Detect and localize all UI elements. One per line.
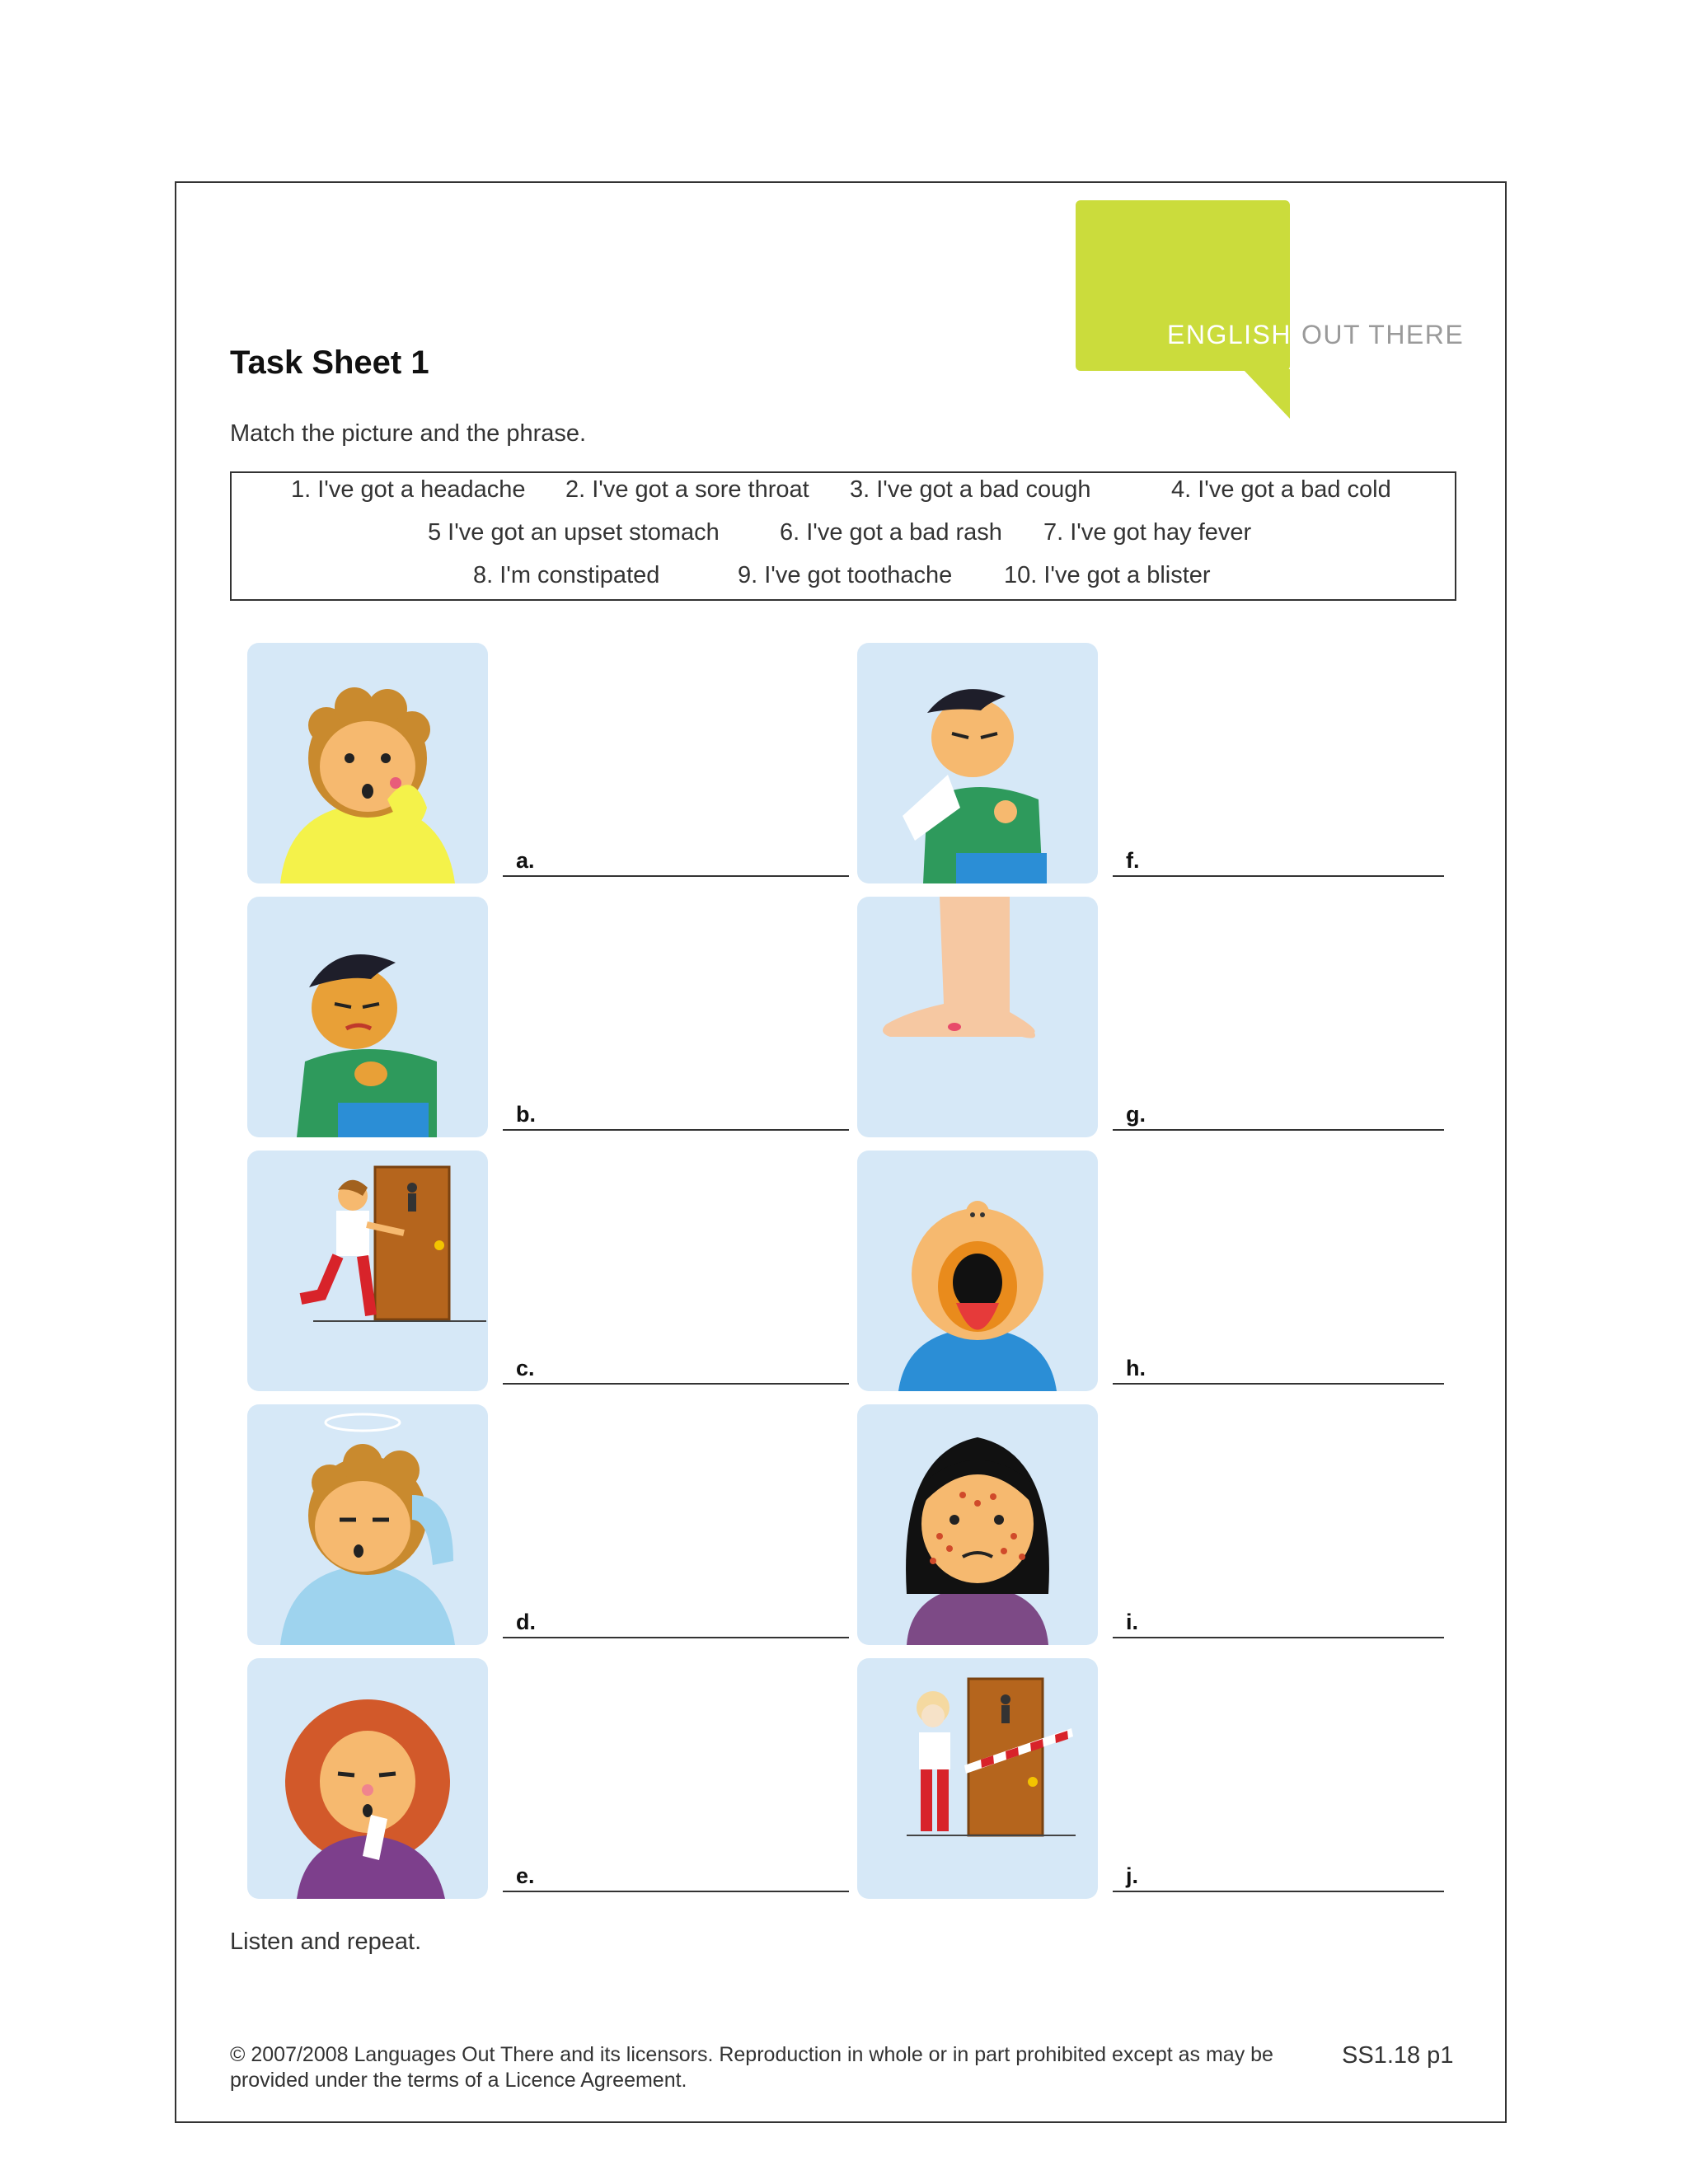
answer-line-h[interactable] (1113, 1350, 1444, 1385)
blister-foot-icon (857, 897, 1098, 1137)
picture-e-cold-woman (247, 1658, 488, 1899)
phrase-8: 8. I'm constipated (473, 562, 660, 588)
picture-h-sore-throat (857, 1151, 1098, 1391)
picture-g-blister-foot (857, 897, 1098, 1137)
constipated-girl-icon (857, 1658, 1098, 1899)
phrase-1: 1. I've got a headache (291, 476, 526, 503)
phrase-2: 2. I've got a sore throat (565, 476, 809, 503)
logo-bubble-tail (1243, 369, 1290, 419)
sore-throat-icon (857, 1151, 1098, 1391)
page-reference: SS1.18 p1 (1342, 2042, 1454, 2069)
headache-boy-icon (247, 1404, 488, 1645)
phrase-3: 3. I've got a bad cough (850, 476, 1091, 503)
listen-instruction: Listen and repeat. (230, 1929, 422, 1955)
phrase-5: 5 I've got an upset stomach (428, 519, 720, 546)
phrase-7: 7. I've got hay fever (1043, 519, 1252, 546)
brand-logo (1167, 320, 1464, 350)
answer-line-g[interactable] (1113, 1096, 1444, 1131)
logo-word-out-there: OUT THERE (1301, 320, 1465, 349)
answer-label-d: d. (516, 1610, 536, 1634)
answer-line-c[interactable] (503, 1350, 849, 1385)
cold-woman-icon (247, 1658, 488, 1899)
answer-label-j: j. (1126, 1863, 1139, 1888)
answer-label-b: b. (516, 1102, 536, 1127)
logo-word-english: ENGLISH (1167, 320, 1292, 349)
phrase-6: 6. I've got a bad rash (780, 519, 1002, 546)
picture-b-stomach-boy (247, 897, 488, 1137)
phrase-box (230, 471, 1456, 601)
rash-girl-icon (857, 1404, 1098, 1645)
running-to-toilet-icon (247, 1151, 488, 1391)
copyright-notice: © 2007/2008 Languages Out There and its licensors. Reproduction in whole or in part prohibited except as may be provided under the terms of a Licence Agreement. (230, 2043, 1273, 2092)
picture-f-coughing-boy (857, 643, 1098, 883)
phrase-4: 4. I've got a bad cold (1171, 476, 1391, 503)
answer-line-j[interactable] (1113, 1858, 1444, 1892)
upset-stomach-boy-icon (247, 897, 488, 1137)
answer-label-a: a. (516, 848, 535, 873)
picture-c-running-toilet (247, 1151, 488, 1391)
answer-line-e[interactable] (503, 1858, 849, 1892)
answer-label-f: f. (1126, 848, 1140, 873)
coughing-boy-icon (857, 643, 1098, 883)
instruction-text: Match the picture and the phrase. (230, 420, 587, 447)
answer-label-e: e. (516, 1863, 535, 1888)
answer-line-i[interactable] (1113, 1604, 1444, 1638)
answer-label-g: g. (1126, 1102, 1146, 1127)
toothache-boy-icon (247, 643, 488, 883)
answer-label-c: c. (516, 1356, 535, 1380)
answer-line-f[interactable] (1113, 842, 1444, 877)
phrase-9: 9. I've got toothache (738, 562, 953, 588)
picture-a-toothache-boy (247, 643, 488, 883)
phrase-10: 10. I've got a blister (1004, 562, 1211, 588)
answer-line-d[interactable] (503, 1604, 849, 1638)
picture-j-constipated-girl (857, 1658, 1098, 1899)
answer-line-b[interactable] (503, 1096, 849, 1131)
picture-d-headache-boy (247, 1404, 488, 1645)
answer-label-i: i. (1126, 1610, 1139, 1634)
page-title: Task Sheet 1 (230, 344, 429, 381)
answer-line-a[interactable] (503, 842, 849, 877)
answer-label-h: h. (1126, 1356, 1146, 1380)
picture-i-rash-girl (857, 1404, 1098, 1645)
